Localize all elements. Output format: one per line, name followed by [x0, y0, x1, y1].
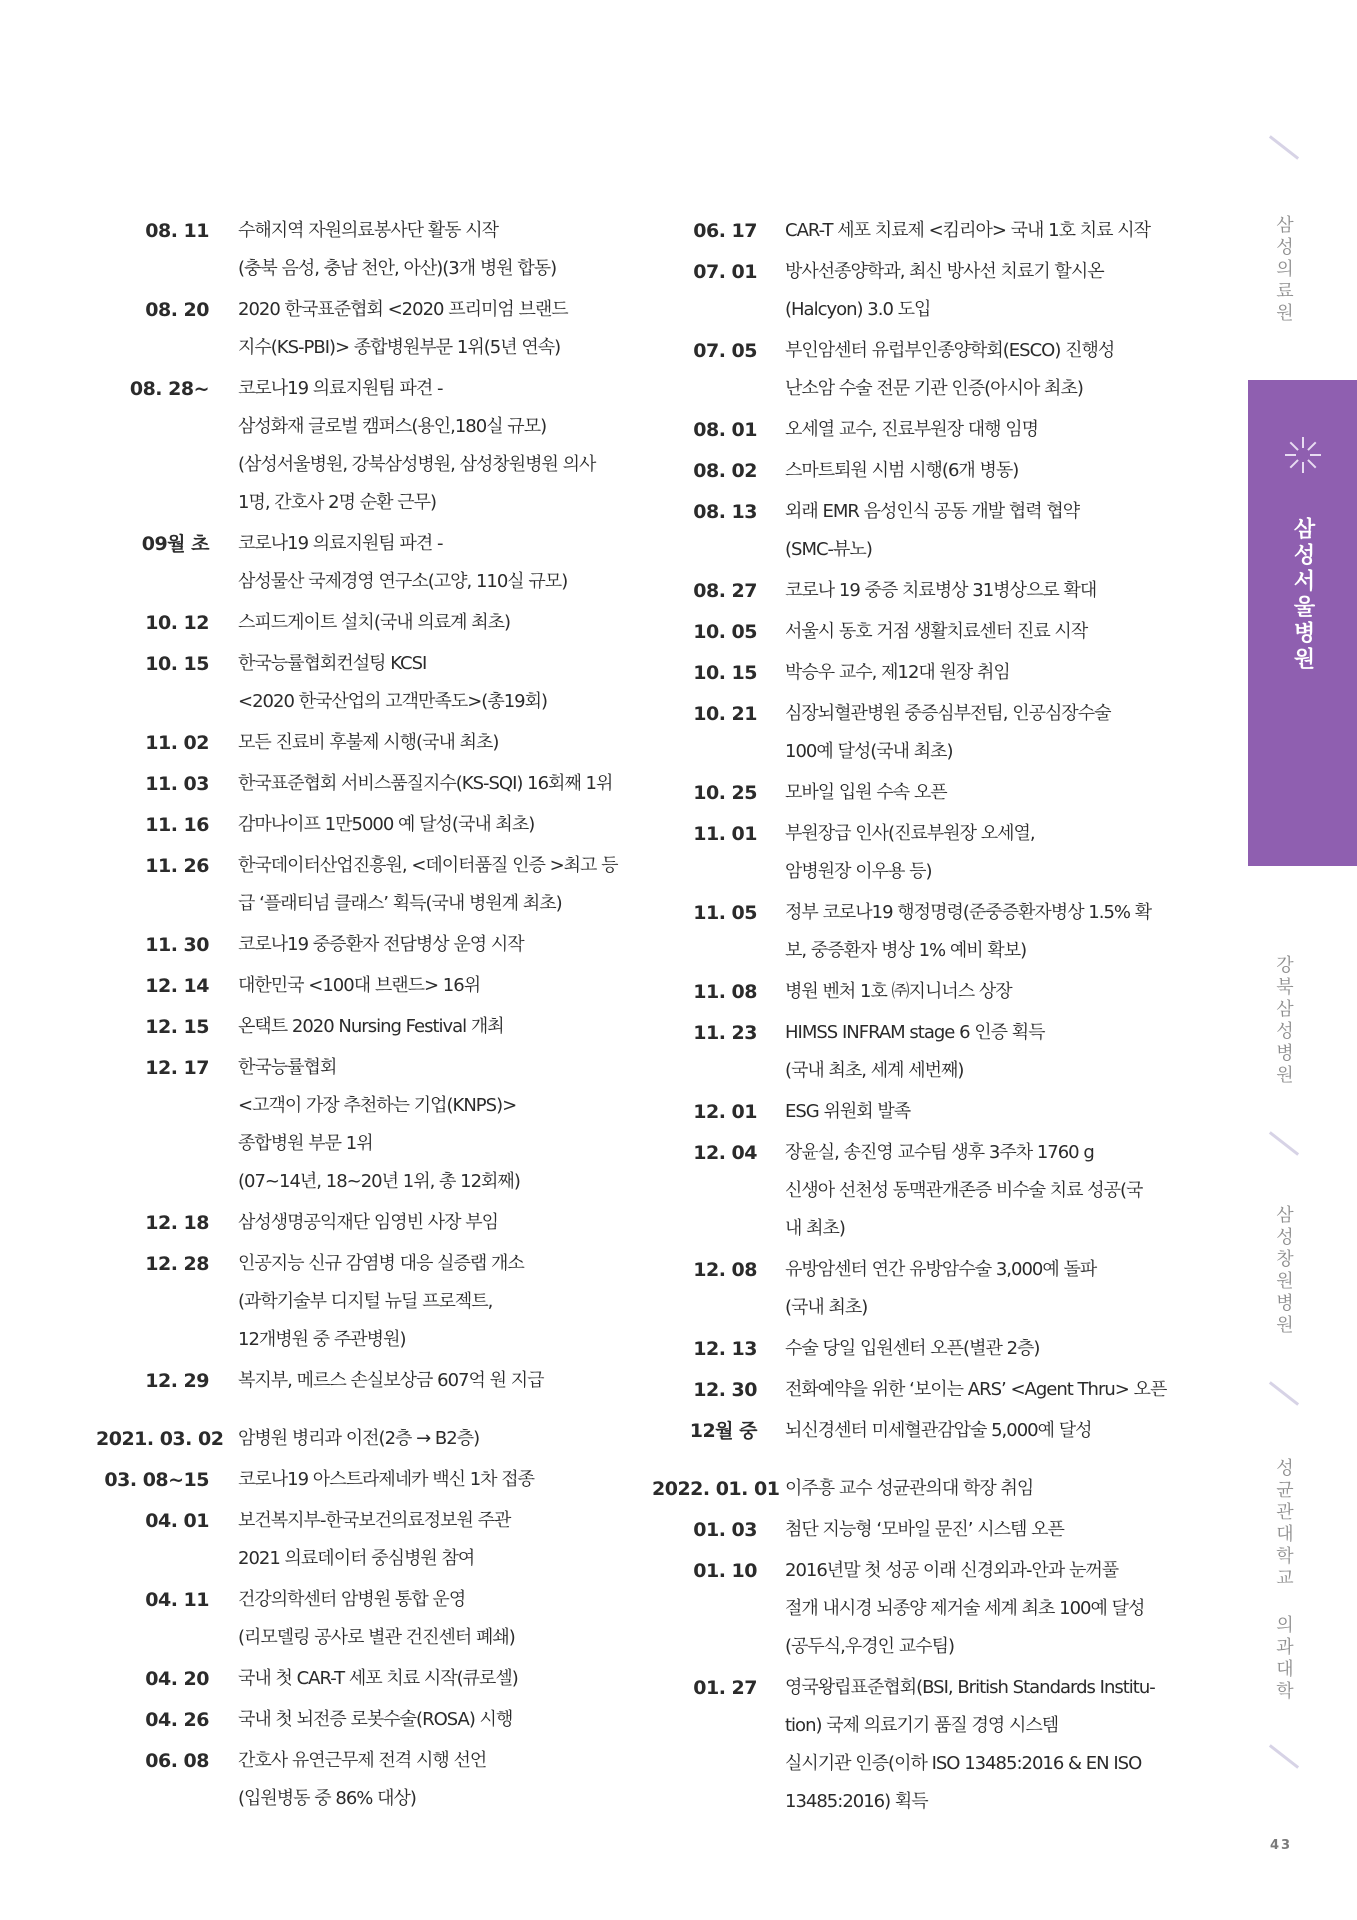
entry-line: 한국능률협회컨설팅 KCSI: [238, 653, 427, 674]
entry-line: 스마트퇴원 시범 시행(6개 병동): [785, 460, 1019, 481]
entry-date: 10. 05: [693, 621, 757, 643]
timeline-entry: [652, 411, 1197, 449]
entry-description: [209, 1742, 651, 1818]
entry-date: 04. 11: [145, 1589, 209, 1611]
timeline-entry: [652, 1251, 1197, 1327]
entry-date: 12. 08: [693, 1259, 757, 1281]
timeline-entry: [652, 1412, 1197, 1450]
entry-line: 보건복지부-한국보건의료정보원 주관: [238, 1510, 511, 1531]
entry-line: 암병원장 이우용 등): [785, 861, 932, 882]
timeline-entry: [652, 815, 1197, 891]
entry-date: 12. 29: [145, 1370, 209, 1392]
entry-line: 13485:2016) 획득: [785, 1791, 928, 1812]
timeline-entry: [96, 1461, 651, 1499]
entry-date: 04. 01: [145, 1510, 209, 1532]
entry-date: 11. 01: [693, 823, 757, 845]
entry-date: 06. 08: [145, 1750, 209, 1772]
entry-description: [757, 613, 1197, 651]
entry-description: [209, 1420, 651, 1458]
entry-description: [209, 1008, 651, 1046]
side-tab-label: 강북삼성병원: [1273, 955, 1294, 1087]
entry-date: 12. 28: [145, 1253, 209, 1275]
entry-description: [757, 572, 1197, 610]
timeline-entry: [652, 695, 1197, 771]
entry-line: 부인암센터 유럽부인종양학회(ESCO) 진행성: [785, 340, 1115, 361]
timeline-entry: [652, 1014, 1197, 1090]
timeline-entry: [96, 1660, 651, 1698]
side-tab-label: 삼성의료원: [1273, 215, 1294, 325]
entry-line: (입원병동 중 86% 대상): [238, 1788, 416, 1809]
entry-line: 모바일 입원 수속 오픈: [785, 782, 947, 803]
entry-description: [757, 1470, 1197, 1508]
entry-description: [757, 1251, 1197, 1327]
entry-line: ESG 위원회 발족: [785, 1101, 911, 1122]
entry-date: 12. 14: [145, 975, 209, 997]
entry-line: (충북 음성, 충남 천안, 아산)(3개 병원 합동): [238, 258, 557, 279]
entry-description: [209, 724, 651, 762]
entry-description: [757, 815, 1197, 891]
timeline-entry: [652, 1669, 1197, 1821]
timeline-entry: [96, 1204, 651, 1242]
entry-date: 12월 중: [689, 1420, 757, 1442]
entry-date: 11. 05: [693, 902, 757, 924]
entry-description: [209, 1502, 651, 1578]
entry-line: 온택트 2020 Nursing Festival 개최: [238, 1016, 504, 1037]
entry-description: [757, 654, 1197, 692]
entry-line: 한국능률협회: [238, 1057, 337, 1078]
entry-date: 2021. 03. 02: [96, 1428, 224, 1450]
entry-date: 08. 13: [693, 501, 757, 523]
entry-description: [757, 332, 1197, 408]
entry-line: 2021 의료데이터 중심병원 참여: [238, 1548, 475, 1569]
entry-date: 11. 03: [145, 773, 209, 795]
entry-description: [757, 973, 1197, 1011]
entry-line: 국내 첫 뇌전증 로봇수술(ROSA) 시행: [238, 1709, 513, 1730]
entry-description: [209, 967, 651, 1005]
entry-description: [757, 1511, 1197, 1549]
entry-description: [757, 1669, 1197, 1821]
entry-date: 03. 08~15: [104, 1469, 209, 1491]
entry-line: 2020 한국표준협회 <2020 프리미엄 브랜드: [238, 299, 568, 320]
timeline-entry: [652, 774, 1197, 812]
entry-line: 이주흥 교수 성균관의대 학장 취임: [785, 1478, 1034, 1499]
entry-date: 09월 초: [141, 533, 209, 555]
divider-tick: [1269, 135, 1299, 160]
entry-date: 08. 20: [145, 299, 209, 321]
timeline-entry: [96, 1008, 651, 1046]
timeline-entry: [96, 604, 651, 642]
side-tab-label: 삼성창원병원: [1273, 1205, 1294, 1337]
timeline-entry: [96, 645, 651, 721]
side-tab-label: 삼성서울병원: [1290, 517, 1315, 673]
entry-line: 급 ‘플래티넘 클래스’ 획득(국내 병원계 최초): [238, 893, 562, 914]
entry-line: 보, 중증환자 병상 1% 예비 확보): [785, 940, 1027, 961]
entry-line: 수술 당일 입원센터 오픈(별관 2층): [785, 1338, 1040, 1359]
entry-line: 정부 코로나19 행정명령(준중증환자병상 1.5% 확: [785, 902, 1152, 923]
entry-line: 감마나이프 1만5000 예 달성(국내 최초): [238, 814, 535, 835]
entry-line: 코로나 19 중증 치료병상 31병상으로 확대: [785, 580, 1097, 601]
timeline-entry: [96, 1581, 651, 1657]
timeline-entry: [652, 332, 1197, 408]
entry-line: 간호사 유연근무제 전격 시행 선언: [238, 1750, 487, 1771]
entry-line: 서울시 동호 거점 생활치료센터 진료 시작: [785, 621, 1088, 642]
timeline-entry: [96, 1049, 651, 1201]
entry-line: (SMC-뷰노): [785, 539, 872, 560]
entry-description: [209, 604, 651, 642]
divider-tick: [1269, 1381, 1299, 1406]
entry-line: CAR-T 세포 치료제 <킴리아> 국내 1호 치료 시작: [785, 220, 1150, 241]
timeline-entry: [96, 1701, 651, 1739]
entry-date: 10. 12: [145, 612, 209, 634]
entry-description: [757, 493, 1197, 569]
entry-date: 08. 28~: [129, 378, 209, 400]
entry-date: 11. 16: [145, 814, 209, 836]
entry-date: 08. 01: [693, 419, 757, 441]
timeline-entry: [96, 525, 651, 601]
entry-line: 삼성화재 글로벌 캠퍼스(용인,180실 규모): [238, 416, 547, 437]
entry-description: [209, 1660, 651, 1698]
entry-line: 코로나19 중증환자 전담병상 운영 시작: [238, 934, 524, 955]
entry-description: [757, 1552, 1197, 1666]
entry-line: 박승우 교수, 제12대 원장 취임: [785, 662, 1010, 683]
timeline-entry: [96, 724, 651, 762]
entry-line: 내 최초): [785, 1218, 845, 1239]
timeline-entry: [652, 1552, 1197, 1666]
timeline-entry: [652, 253, 1197, 329]
entry-date: 12. 04: [693, 1142, 757, 1164]
side-tab-label: 성균관대학교 의과대학: [1273, 1458, 1294, 1703]
entry-date: 10. 15: [145, 653, 209, 675]
timeline-entry: [652, 1371, 1197, 1409]
entry-line: 2016년말 첫 성공 이래 신경외과-안과 눈꺼풀: [785, 1560, 1119, 1581]
entry-description: [757, 212, 1197, 250]
entry-description: [757, 1371, 1197, 1409]
timeline-entry: [652, 572, 1197, 610]
timeline-entry: [652, 1330, 1197, 1368]
timeline-entry: [652, 452, 1197, 490]
entry-line: 한국표준협회 서비스품질지수(KS-SQI) 16회째 1위: [238, 773, 613, 794]
entry-line: 전화예약을 위한 ‘보이는 ARS’ <Agent Thru> 오픈: [785, 1379, 1167, 1400]
entry-line: <고객이 가장 추천하는 기업(KNPS)>: [238, 1095, 517, 1116]
timeline-entry: [96, 370, 651, 522]
entry-date: 11. 26: [145, 855, 209, 877]
entry-date: 04. 26: [145, 1709, 209, 1731]
entry-date: 06. 17: [693, 220, 757, 242]
entry-date: 04. 20: [145, 1668, 209, 1690]
entry-line: 오세열 교수, 진료부원장 대행 임명: [785, 419, 1039, 440]
timeline-entry: [96, 1245, 651, 1359]
entry-line: 복지부, 메르스 손실보상금 607억 원 지급: [238, 1370, 544, 1391]
entry-line: 실시기관 인증(이하 ISO 13485:2016 & EN ISO: [785, 1753, 1142, 1774]
entry-line: 건강의학센터 암병원 통합 운영: [238, 1589, 466, 1610]
entry-date: 12. 18: [145, 1212, 209, 1234]
timeline-entry: [652, 1134, 1197, 1248]
timeline-entry: [96, 967, 651, 1005]
entry-line: tion) 국제 의료기기 품질 경영 시스템: [785, 1715, 1059, 1736]
entry-line: HIMSS INFRAM stage 6 인증 획득: [785, 1022, 1045, 1043]
entry-line: 국내 첫 CAR-T 세포 치료 시작(큐로셀): [238, 1668, 518, 1689]
entry-description: [209, 370, 651, 522]
timeline-entry: [96, 806, 651, 844]
entry-date: 11. 23: [693, 1022, 757, 1044]
entry-description: [209, 806, 651, 844]
entry-line: (과학기술부 디지털 뉴딜 프로젝트,: [238, 1291, 493, 1312]
entry-description: [757, 774, 1197, 812]
entry-description: [757, 894, 1197, 970]
entry-date: 12. 17: [145, 1057, 209, 1079]
entry-description: [209, 1245, 651, 1359]
timeline-entry: [96, 765, 651, 803]
entry-description: [209, 212, 651, 288]
divider-tick: [1269, 1131, 1299, 1156]
entry-line: 첨단 지능형 ‘모바일 문진’ 시스템 오픈: [785, 1519, 1064, 1540]
entry-line: 부원장급 인사(진료부원장 오세열,: [785, 823, 1035, 844]
entry-date: 01. 27: [693, 1677, 757, 1699]
entry-description: [757, 1093, 1197, 1131]
entry-date: 11. 02: [145, 732, 209, 754]
entry-description: [757, 253, 1197, 329]
entry-date: 10. 21: [693, 703, 757, 725]
entry-line: (공두식,우경인 교수팀): [785, 1636, 954, 1657]
timeline-entry: [96, 1502, 651, 1578]
timeline-entry: [96, 847, 651, 923]
entry-date: 01. 03: [693, 1519, 757, 1541]
entry-date: 10. 15: [693, 662, 757, 684]
entry-description: [757, 411, 1197, 449]
entry-description: [757, 1134, 1197, 1248]
entry-line: <2020 한국산업의 고객만족도>(총19회): [238, 691, 548, 712]
entry-line: 유방암센터 연간 유방암수술 3,000예 돌파: [785, 1259, 1097, 1280]
entry-date: 08. 02: [693, 460, 757, 482]
entry-line: (Halcyon) 3.0 도입: [785, 299, 931, 320]
entry-line: 인공지능 신규 감염병 대응 실증랩 개소: [238, 1253, 524, 1274]
entry-line: 한국데이터산업진흥원, <데이터품질 인증 >최고 등: [238, 855, 618, 876]
entry-line: 종합병원 부문 1위: [238, 1133, 373, 1154]
entry-line: (국내 최초): [785, 1297, 868, 1318]
entry-line: 외래 EMR 음성인식 공동 개발 협력 협약: [785, 501, 1080, 522]
entry-date: 11. 30: [145, 934, 209, 956]
side-tab-kangbuk-samsung[interactable]: [1248, 955, 1318, 1087]
entry-line: 모든 진료비 후불제 시행(국내 최초): [238, 732, 499, 753]
entry-description: [209, 645, 651, 721]
timeline-entry: [652, 1093, 1197, 1131]
entry-description: [209, 1204, 651, 1242]
entry-date: 2022. 01. 01: [652, 1478, 780, 1500]
entry-date: 11. 08: [693, 981, 757, 1003]
entry-line: 대한민국 <100대 브랜드> 16위: [238, 975, 481, 996]
entry-description: [209, 1362, 651, 1400]
entry-description: [209, 926, 651, 964]
entry-description: [209, 1049, 651, 1201]
timeline-entry: [96, 291, 651, 367]
entry-description: [209, 1581, 651, 1657]
entry-line: 절개 내시경 뇌종양 제거술 세계 최초 100예 달성: [785, 1598, 1145, 1619]
entry-description: [757, 1014, 1197, 1090]
side-tab-skku-medicine[interactable]: [1248, 1458, 1318, 1703]
entry-date: 07. 01: [693, 261, 757, 283]
entry-description: [757, 452, 1197, 490]
divider-tick: [1269, 1744, 1299, 1769]
entry-date: 07. 05: [693, 340, 757, 362]
entry-description: [209, 765, 651, 803]
entry-description: [209, 847, 651, 923]
timeline-entry: [652, 212, 1197, 250]
timeline-left-column: [96, 212, 651, 1821]
entry-date: 01. 10: [693, 1560, 757, 1582]
entry-line: (07~14년, 18~20년 1위, 총 12회째): [238, 1171, 520, 1192]
entry-date: 12. 01: [693, 1101, 757, 1123]
timeline-entry: [652, 1470, 1197, 1508]
timeline-entry: [652, 613, 1197, 651]
entry-line: 방사선종양학과, 최신 방사선 치료기 할시온: [785, 261, 1104, 282]
entry-line: 지수(KS-PBI)> 종합병원부문 1위(5년 연속): [238, 337, 561, 358]
sparkle-icon: [1283, 435, 1323, 475]
entry-description: [209, 525, 651, 601]
entry-date: 12. 15: [145, 1016, 209, 1038]
entry-date: 08. 11: [145, 220, 209, 242]
entry-line: 100예 달성(국내 최초): [785, 741, 953, 762]
entry-line: 장윤실, 송진영 교수팀 생후 3주차 1760 g: [785, 1142, 1094, 1163]
entry-description: [209, 1461, 651, 1499]
entry-line: 수해지역 자원의료봉사단 활동 시작: [238, 220, 498, 241]
entry-line: 코로나19 의료지원팀 파견 -: [238, 378, 443, 399]
timeline-entry: [652, 1511, 1197, 1549]
entry-description: [209, 1701, 651, 1739]
page-number: 43: [1270, 1838, 1293, 1853]
timeline-entry: [96, 1362, 651, 1400]
timeline-entry: [96, 926, 651, 964]
entry-date: 12. 13: [693, 1338, 757, 1360]
side-tab-samsung-seoul-hospital-active[interactable]: [1248, 380, 1357, 866]
entry-line: 스피드게이트 설치(국내 의료계 최초): [238, 612, 511, 633]
entry-line: 코로나19 아스트라제네카 백신 1차 접종: [238, 1469, 535, 1490]
entry-date: 10. 25: [693, 782, 757, 804]
entry-line: 12개병원 중 주관병원): [238, 1329, 406, 1350]
entry-date: 08. 27: [693, 580, 757, 602]
entry-line: (삼성서울병원, 강북삼성병원, 삼성창원병원 의사: [238, 454, 596, 475]
timeline-entry: [96, 1742, 651, 1818]
entry-line: 1명, 간호사 2명 순환 근무): [238, 492, 437, 513]
entry-line: 삼성생명공익재단 임영빈 사장 부임: [238, 1212, 498, 1233]
entry-line: (리모델링 공사로 별관 건진센터 폐쇄): [238, 1627, 515, 1648]
timeline-entry: [652, 973, 1197, 1011]
entry-line: 삼성물산 국제경영 연구소(고양, 110실 규모): [238, 571, 568, 592]
entry-line: 심장뇌혈관병원 중증심부전팀, 인공심장수술: [785, 703, 1111, 724]
timeline-entry: [96, 1420, 651, 1458]
side-tab-samsung-medical-center[interactable]: [1248, 215, 1318, 325]
entry-line: 암병원 병리과 이전(2층 → B2층): [238, 1428, 480, 1449]
timeline-entry: [652, 894, 1197, 970]
entry-line: 난소암 수술 전문 기관 인증(아시아 최초): [785, 378, 1083, 399]
entry-description: [757, 695, 1197, 771]
entry-line: 병원 벤처 1호 ㈜지니너스 상장: [785, 981, 1012, 1002]
entry-description: [757, 1412, 1197, 1450]
timeline-entry: [96, 212, 651, 288]
entry-line: 코로나19 의료지원팀 파견 -: [238, 533, 443, 554]
entry-date: 12. 30: [693, 1379, 757, 1401]
entry-line: (국내 최초, 세계 세번째): [785, 1060, 964, 1081]
entry-line: 영국왕립표준협회(BSI, British Standards Institu-: [785, 1677, 1155, 1698]
timeline-entry: [652, 654, 1197, 692]
side-tab-samsung-changwon[interactable]: [1248, 1205, 1318, 1337]
timeline-entry: [652, 493, 1197, 569]
entry-description: [209, 291, 651, 367]
entry-line: 뇌신경센터 미세혈관감압술 5,000예 달성: [785, 1420, 1092, 1441]
timeline-right-column: [652, 212, 1197, 1824]
entry-description: [757, 1330, 1197, 1368]
entry-line: 신생아 선천성 동맥관개존증 비수술 치료 성공(국: [785, 1180, 1143, 1201]
